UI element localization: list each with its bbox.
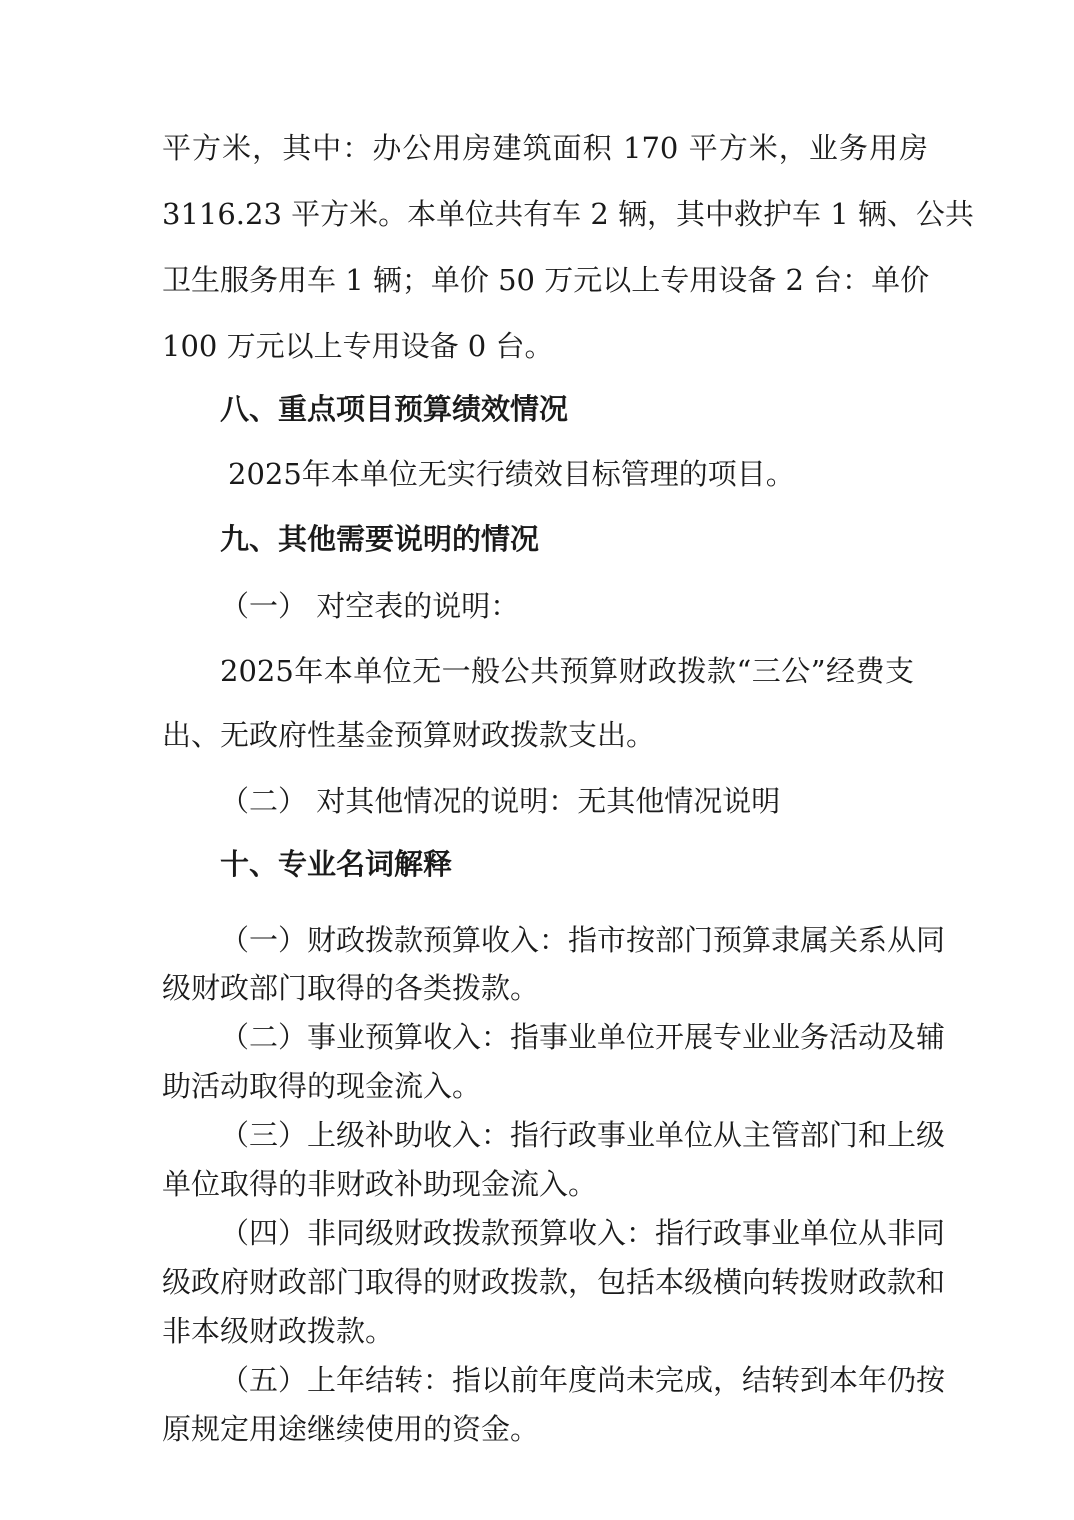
- term-1-line-1: （一）财政拨款预算收入：指市按部门预算隶属关系从同: [220, 923, 946, 957]
- section-8-text: 2025年本单位无实行绩效目标管理的项目。: [228, 457, 795, 491]
- term-3-line-2: 单位取得的非财政补助现金流入。: [162, 1167, 598, 1201]
- other-note: （二） 对其他情况的说明：无其他情况说明: [220, 784, 781, 818]
- term-4-line-2: 级政府财政部门取得的财政拨款，包括本级横向转拨财政款和: [162, 1265, 946, 1299]
- term-4-line-1: （四）非同级财政拨款预算收入：指行政事业单位从非同: [220, 1216, 946, 1250]
- empty-table-note-title: （一） 对空表的说明：: [220, 589, 520, 623]
- section-heading-10: 十、专业名词解释: [220, 847, 453, 881]
- term-2-line-2: 助活动取得的现金流入。: [162, 1069, 482, 1103]
- assets-line-1: 平方米，其中：办公用房建筑面积 170 平方米，业务用房: [162, 131, 928, 165]
- term-3-line-1: （三）上级补助收入：指行政事业单位从主管部门和上级: [220, 1118, 946, 1152]
- assets-line-4: 100 万元以上专用设备 0 台。: [162, 329, 554, 363]
- term-5-line-1: （五）上年结转：指以前年度尚未完成，结转到本年仍按: [220, 1363, 946, 1397]
- term-2-line-1: （二）事业预算收入：指事业单位开展专业业务活动及辅: [220, 1020, 946, 1054]
- term-1-line-2: 级财政部门取得的各类拨款。: [162, 971, 540, 1005]
- term-5-line-2: 原规定用途继续使用的资金。: [162, 1412, 540, 1446]
- assets-line-3: 卫生服务用车 1 辆；单价 50 万元以上专用设备 2 台：单价: [162, 263, 930, 297]
- empty-table-note-line-1: 2025年本单位无一般公共预算财政拨款“三公”经费支: [220, 654, 914, 688]
- section-heading-9: 九、其他需要说明的情况: [220, 522, 540, 556]
- term-4-line-3: 非本级财政拨款。: [162, 1314, 395, 1348]
- assets-line-2: 3116.23 平方米。本单位共有车 2 辆，其中救护车 1 辆、公共: [162, 197, 974, 231]
- empty-table-note-line-2: 出、无政府性基金预算财政拨款支出。: [162, 718, 656, 752]
- section-heading-8: 八、重点项目预算绩效情况: [220, 392, 569, 426]
